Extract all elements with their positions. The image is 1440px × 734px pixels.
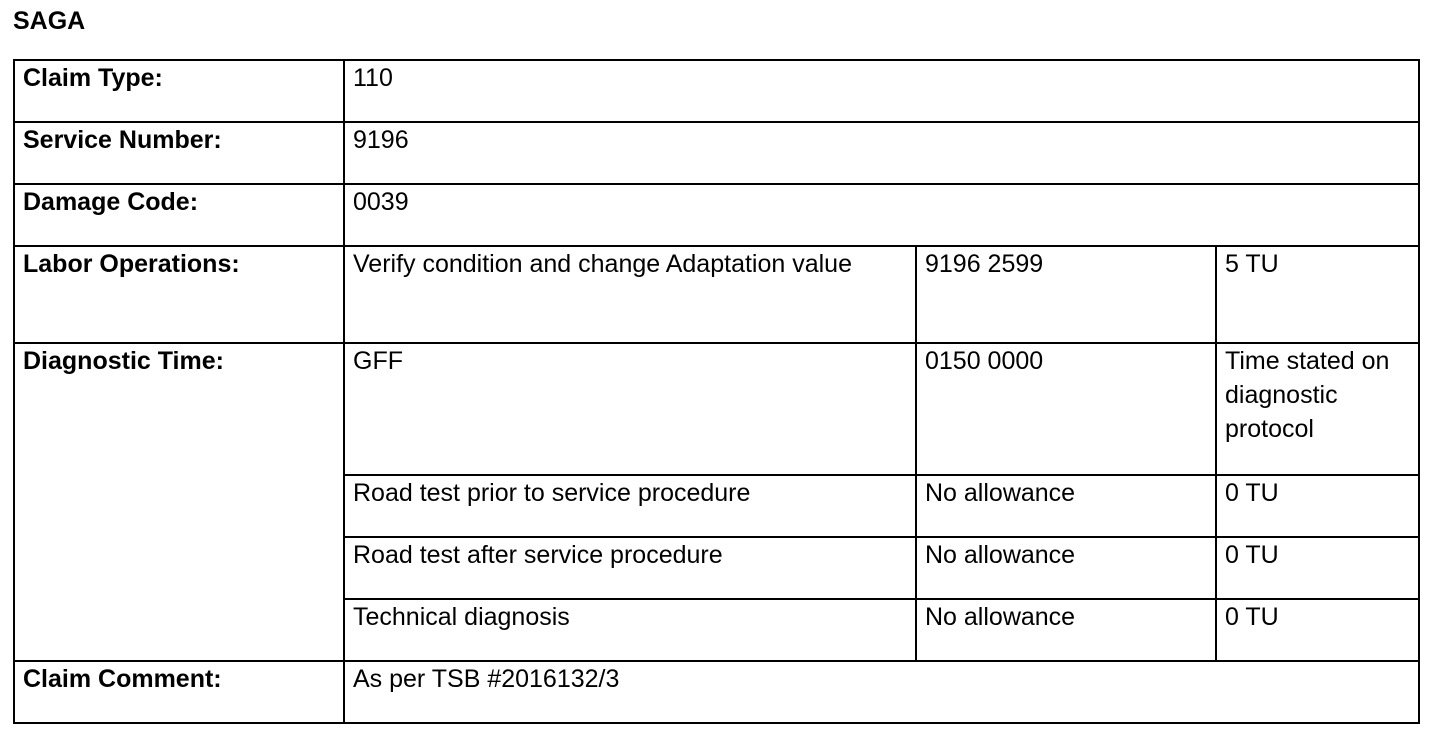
diagnostic-code: No allowance	[916, 475, 1216, 537]
diagnostic-time-row	[14, 343, 1419, 475]
labor-operations-code: 9196 2599	[916, 246, 1216, 343]
diagnostic-description: GFF	[344, 343, 916, 475]
labor-operations-description: Verify condition and change Adaptation value	[344, 246, 916, 343]
service-number-label: Service Number:	[14, 122, 344, 184]
damage-code-row	[14, 184, 1419, 246]
diagnostic-description: Road test after service procedure	[344, 537, 916, 599]
damage-code-value: 0039	[344, 184, 1419, 246]
document-title: SAGA	[13, 7, 86, 35]
damage-code-label: Damage Code:	[14, 184, 344, 246]
claim-type-value: 110	[344, 60, 1419, 122]
claim-comment-value: As per TSB #2016132/3	[344, 661, 1419, 723]
labor-operations-label: Labor Operations:	[14, 246, 344, 343]
labor-operations-time: 5 TU	[1216, 246, 1419, 343]
diagnostic-code: 0150 0000	[916, 343, 1216, 475]
diagnostic-code: No allowance	[916, 537, 1216, 599]
labor-operations-row	[14, 246, 1419, 343]
diagnostic-time-value: 0 TU	[1216, 599, 1419, 661]
diagnostic-description: Road test prior to service procedure	[344, 475, 916, 537]
diagnostic-time-value: Time stated on diagnostic protocol	[1216, 343, 1419, 475]
claim-table	[13, 59, 1420, 724]
service-number-row	[14, 122, 1419, 184]
diagnostic-time-value: 0 TU	[1216, 537, 1419, 599]
claim-comment-row	[14, 661, 1419, 723]
service-number-value: 9196	[344, 122, 1419, 184]
diagnostic-time-value: 0 TU	[1216, 475, 1419, 537]
diagnostic-code: No allowance	[916, 599, 1216, 661]
diagnostic-time-label: Diagnostic Time:	[14, 343, 344, 661]
claim-type-label: Claim Type:	[14, 60, 344, 122]
diagnostic-description: Technical diagnosis	[344, 599, 916, 661]
claim-type-row	[14, 60, 1419, 122]
claim-comment-label: Claim Comment:	[14, 661, 344, 723]
